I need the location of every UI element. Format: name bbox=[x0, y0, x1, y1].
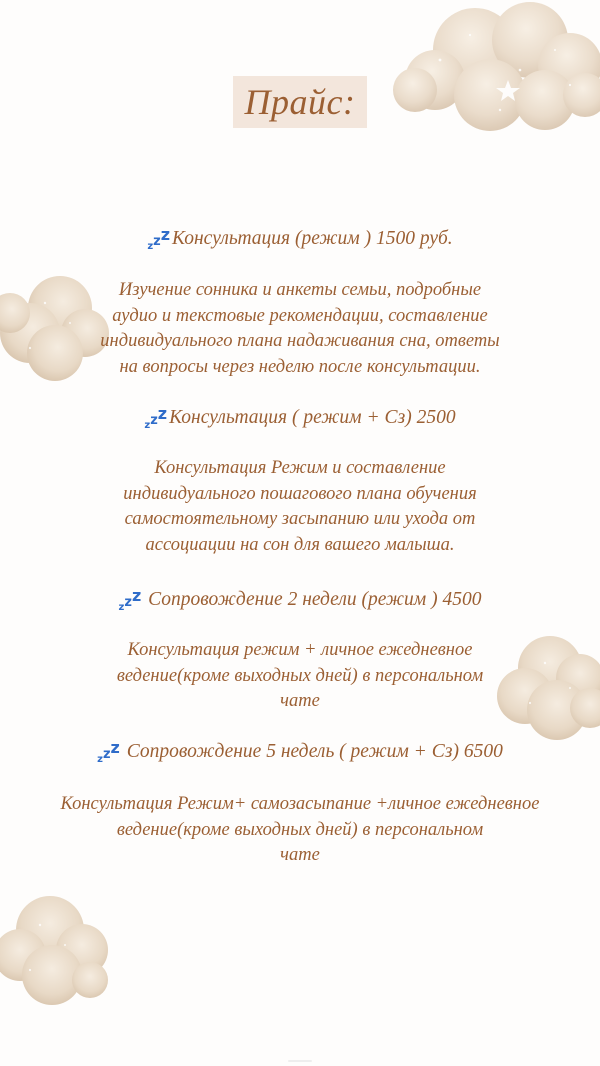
service-heading: zzz Консультация ( режим + Сз) 2500 bbox=[0, 404, 600, 434]
service-heading: zzz Сопровождение 2 недели (режим ) 4500 bbox=[0, 586, 600, 616]
zzz-icon: zzz bbox=[147, 225, 171, 252]
zzz-icon: zzz bbox=[144, 404, 168, 431]
service-description: Консультация Режим+ самозасыпание +личное ежедневное ведение(кроме выходных дней) в персональном чате bbox=[60, 794, 540, 865]
zzz-icon: zzz bbox=[118, 586, 142, 613]
service-description: Изучение сонника и анкеты семьи, подробные аудио и текстовые рекомендации, составление индивидуального плана надаживания сна, ответы на вопросы через неделю после консультации. bbox=[100, 280, 500, 377]
service-description: Консультация режим + личное ежедневное ведение(кроме выходных дней) в персональном чате bbox=[116, 640, 484, 711]
service-heading: zzz Консультация (режим ) 1500 руб. bbox=[0, 225, 600, 255]
page-title: Прайс: bbox=[244, 82, 356, 122]
service-description: Консультация Режим и составление индивидуального пошагового плана обучения самостоятельному засыпанию или ухода от ассоциации на сон для вашего малыша. bbox=[123, 458, 477, 555]
page-indicator bbox=[288, 1060, 312, 1062]
cloud-top-right-image bbox=[380, 0, 600, 135]
cloud-bottom-left-image bbox=[0, 885, 115, 1010]
zzz-icon: zzz bbox=[97, 738, 120, 765]
title-banner bbox=[233, 76, 367, 128]
service-heading: zzz Сопровождение 5 недель ( режим + Сз) 6500 bbox=[0, 738, 600, 768]
